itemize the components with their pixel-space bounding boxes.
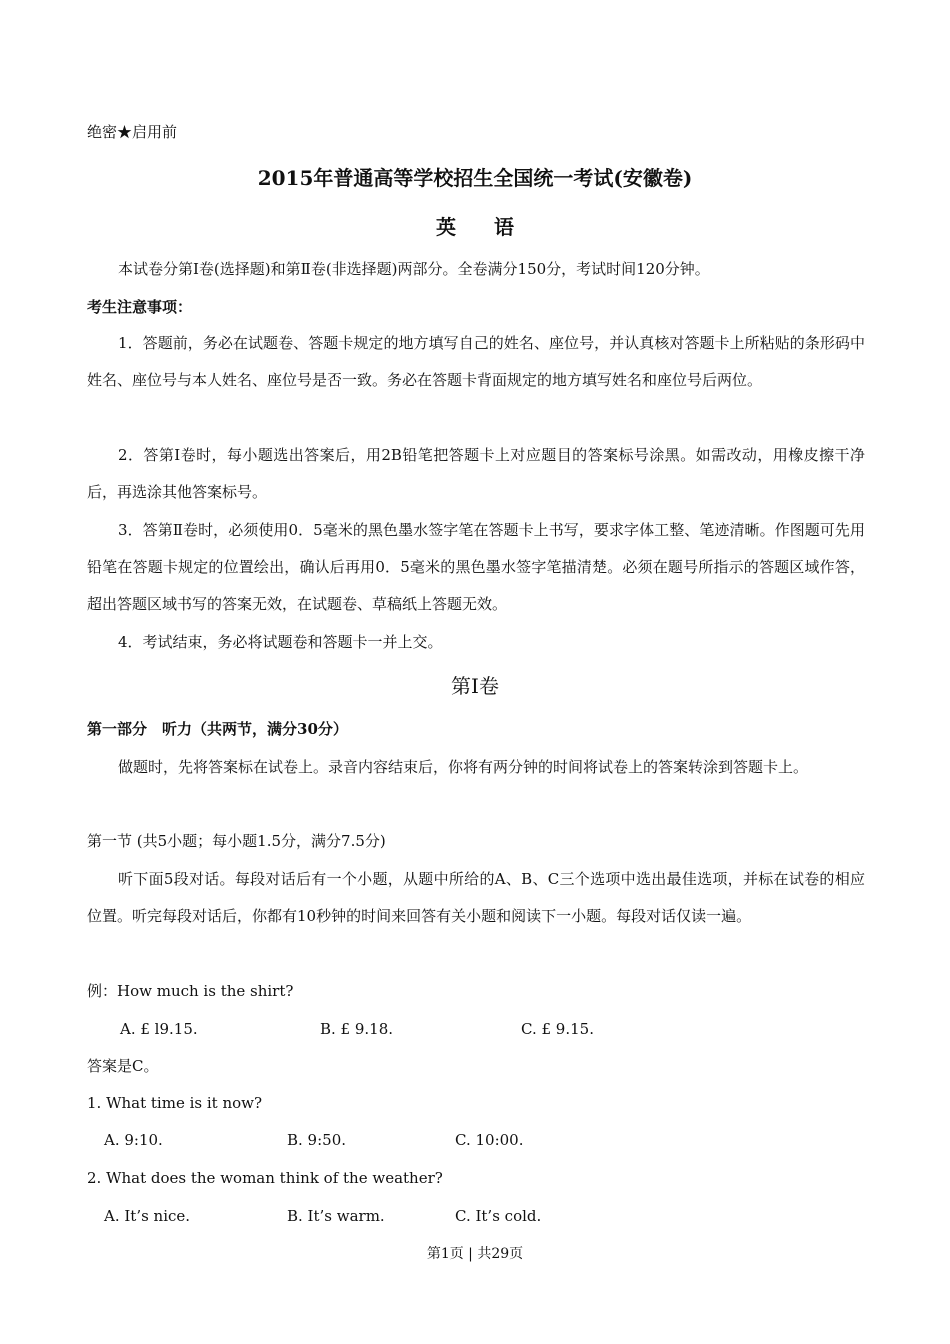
notice-item-3: 3．答第Ⅱ卷时，必须使用0．5毫米的黑色墨水签字笔在答题卡上书写，要求字体工整、笔迹清晰。作图题可先用铅笔在答题卡规定的位置绘出，确认后再用0．5毫米的黑色墨水签字笔描清楚。必须在题号所指示的答题区域作答，超出答题区域书写的答案无效，在试题卷、草稿纸上答题无效。 [87, 521, 865, 613]
question-1-option-a: A. 9:10. [104, 1131, 163, 1149]
notice-item-1: 1．答题前，务必在试题卷、答题卡规定的地方填写自己的姓名、座位号，并认真核对答题卡上所粘贴的条形码中姓名、座位号与本人姓名、座位号是否一致。务必在答题卡背面规定的地方填写姓名和座位号后两位。 [87, 334, 865, 389]
subject-title: 英语 [436, 215, 552, 239]
question-2-option-a: A. It’s nice. [104, 1207, 191, 1225]
example-question: 例：How much is the shirt? [87, 982, 294, 1000]
exam-title: 2015年普通高等学校招生全国统一考试(安徽卷) [257, 166, 693, 190]
question-2-option-c: C. It’s cold. [455, 1207, 542, 1225]
question-2-option-b: B. It’s warm. [287, 1207, 385, 1225]
intro-paragraph: 本试卷分第Ⅰ卷(选择题)和第Ⅱ卷(非选择题)两部分。全卷满分150分，考试时间120分钟。 [118, 260, 710, 278]
section1-instructions: 听下面5段对话。每段对话后有一个小题，从题中所给的A、B、C三个选项中选出最佳选项，并标在试卷的相应位置。听完每段对话后，你都有10秒钟的时间来回答有关小题和阅读下一小题。每段对话仅读一遍。 [87, 870, 865, 925]
example-option-b: B. £ 9.18. [320, 1020, 394, 1038]
question-1-option-b: B. 9:50. [287, 1131, 347, 1149]
section1-heading: 第一节 (共5小题；每小题1.5分，满分7.5分) [87, 832, 386, 850]
part1-instructions: 做题时，先将答案标在试卷上。录音内容结束后，你将有两分钟的时间将试卷上的答案转涂到答题卡上。 [118, 758, 809, 776]
notice-item-4: 4．考试结束，务必将试题卷和答题卡一并上交。 [118, 633, 443, 651]
volume-title: 第I卷 [451, 674, 499, 698]
example-option-a: A. £ l9.15. [120, 1020, 198, 1038]
question-1-stem: 1. What time is it now? [87, 1094, 263, 1112]
notice-item-2: 2．答第Ⅰ卷时，每小题选出答案后，用2B铅笔把答题卡上对应题目的答案标号涂黑。如需改动，用橡皮擦干净后，再选涂其他答案标号。 [87, 446, 865, 501]
page-footer: 第1页 | 共29页 [426, 1246, 524, 1262]
example-answer: 答案是C。 [87, 1057, 159, 1075]
question-1-option-c: C. 10:00. [455, 1131, 524, 1149]
question-2-stem: 2. What does the woman think of the weather? [87, 1169, 443, 1187]
confidential-label: 绝密★启用前 [87, 123, 178, 141]
example-option-c: C. £ 9.15. [521, 1020, 594, 1038]
notice-heading: 考生注意事项： [87, 298, 193, 316]
part1-heading: 第一部分 听力（共两节，满分30分） [87, 720, 348, 738]
